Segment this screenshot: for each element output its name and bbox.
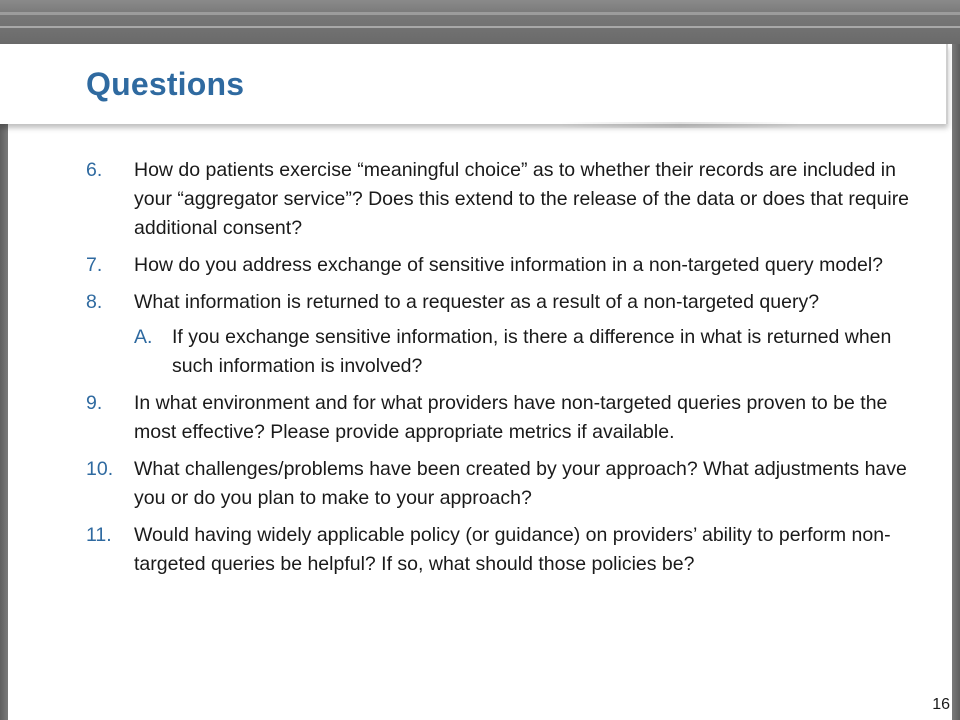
question-text: Would having widely applicable policy (or guidance) on providers’ ability to perform non-targeted queries be helpful? If so, what should those policies be? [134,524,891,575]
band-stripe [0,26,960,28]
question-number: 10. [86,458,114,480]
list-item [86,251,916,280]
question-list-container [86,156,916,587]
question-number: 8. [86,291,103,313]
question-number: 6. [86,159,103,181]
list-item [86,389,916,447]
question-list [86,156,916,579]
header-shadow [560,122,800,128]
question-text: In what environment and for what providers have non-targeted queries proven to be the most effective? Please provide appropriate metrics if available. [134,392,888,443]
list-item [86,455,916,513]
band-stripe [0,12,960,15]
question-text: How do you address exchange of sensitive information in a non-targeted query model? [134,254,884,276]
question-text: What information is returned to a requester as a result of a non-targeted query? [134,291,820,313]
sub-question-text: If you exchange sensitive information, is there a difference in what is returned when such information is involved? [172,326,892,377]
question-number: 7. [86,254,103,276]
question-text: How do patients exercise “meaningful choice” as to whether their records are included in your “aggregator service”? Does this extend to the release of the data or does that require additional consent? [134,159,910,239]
list-item [86,156,916,243]
list-item [86,521,916,579]
question-number: 11. [86,524,112,546]
page-title: Questions [86,66,245,102]
left-frame-bar [0,44,8,720]
sub-list-item [134,323,916,381]
sub-question-letter: A. [134,326,153,348]
right-frame-bar [952,44,960,720]
sub-question-list [134,323,916,381]
question-text: What challenges/problems have been created by your approach? What adjustments have you or do you plan to make to your approach? [134,458,907,509]
top-decorative-band [0,0,960,44]
page-number: 16 [932,696,950,713]
list-item [86,288,916,381]
question-number: 9. [86,392,103,414]
